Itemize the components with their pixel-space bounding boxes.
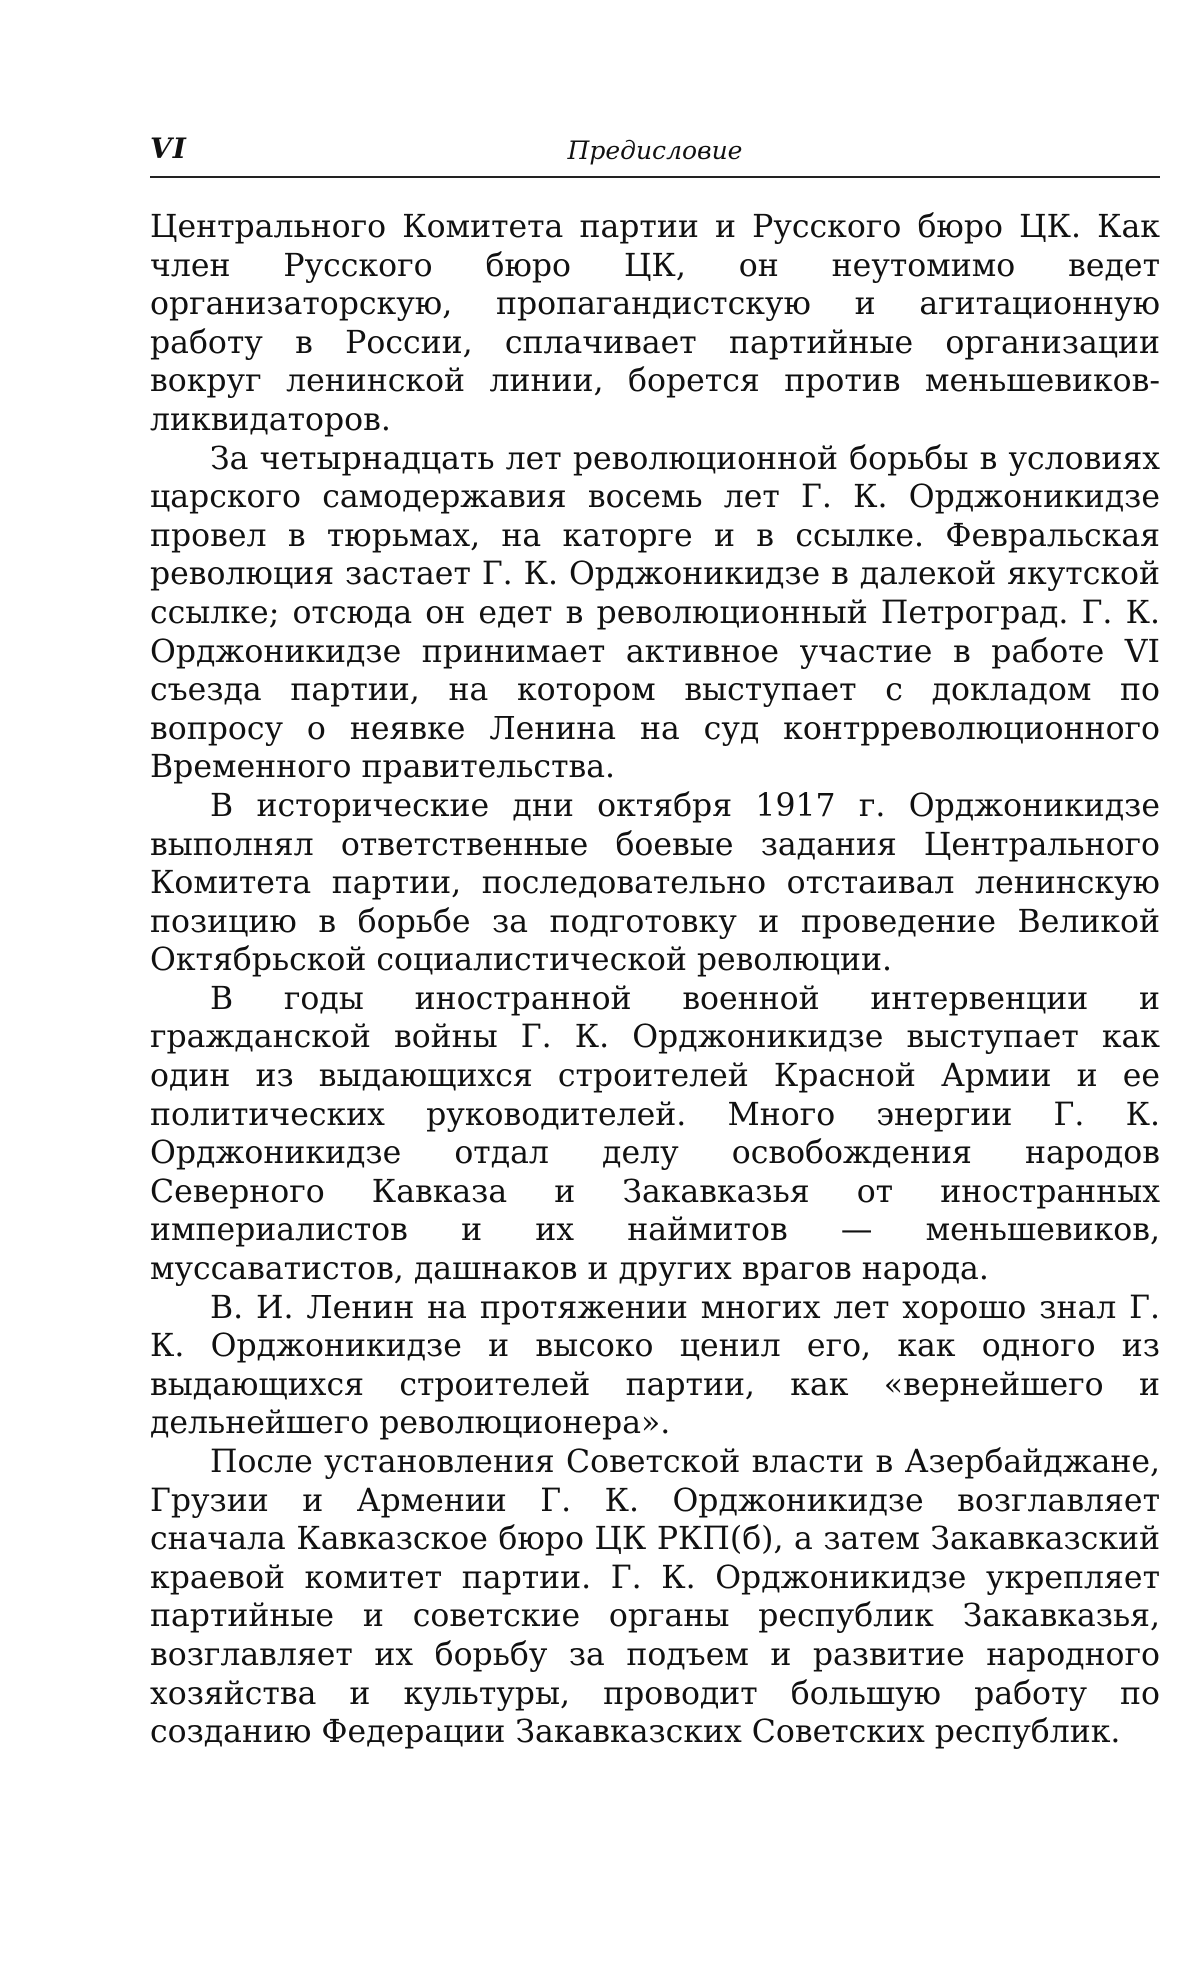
book-page: [150, 0, 1160, 1978]
paragraph: За четырнадцать лет революционной борьбы в условиях царского самодержавия восемь лет Г. К. Орджоникидзе провел в тюрьмах, на каторге и в ссылке. Февральская революция застает Г. К. Орджоникидзе в далекой якутской ссылке; отсюда он едет в революционный Петроград. Г. К. Орджоникидзе принимает активное участие в работе VI съезда партии, на котором выступает с докладом по вопросу о неявке Ленина на суд контрреволюционного Временного правительства.: [150, 440, 1160, 786]
page-number: VI: [150, 132, 187, 165]
body-text: [150, 208, 1160, 1752]
running-head: [150, 132, 1160, 172]
paragraph: В исторические дни октября 1917 г. Орджоникидзе выполнял ответственные боевые задания Центрального Комитета партии, последовательно отстаивал ленинскую позицию в борьбе за подготовку и проведение Великой Октябрьской социалистической революции.: [150, 787, 1160, 979]
paragraph: В. И. Ленин на протяжении многих лет хорошо знал Г. К. Орджоникидзе и высоко ценил его, как одного из выдающихся строителей партии, как «вернейшего и дельнейшего революционера».: [150, 1289, 1160, 1442]
header-rule: [150, 176, 1160, 178]
running-head-title: Предисловие: [567, 136, 743, 165]
paragraph: После установления Советской власти в Азербайджане, Грузии и Армении Г. К. Орджоникидзе возглавляет сначала Кавказское бюро ЦК РКП(б), а затем Закавказский краевой комитет партии. Г. К. Орджоникидзе укрепляет партийные и советские органы республик Закавказья, возглавляет их борьбу за подъем и развитие народного хозяйства и культуры, проводит большую работу по созданию Федерации Закавказских Советских республик.: [150, 1444, 1160, 1751]
paragraph: В годы иностранной военной интервенции и гражданской войны Г. К. Орджоникидзе выступает как один из выдающихся строителей Красной Армии и ее политических руководителей. Много энергии Г. К. Орджоникидзе отдал делу освобождения народов Северного Кавказа и Закавказья от иностранных империалистов и их наймитов — меньшевиков, муссаватистов, дашнаков и других врагов народа.: [150, 980, 1160, 1288]
paragraph-continued: Центрального Комитета партии и Русского бюро ЦК. Как член Русского бюро ЦК, он неутомимо ведет организаторскую, пропагандистскую и агитационную работу в России, сплачивает партийные организации вокруг ленинской линии, борется против меньшевиков-ликвидаторов.: [150, 209, 1160, 438]
